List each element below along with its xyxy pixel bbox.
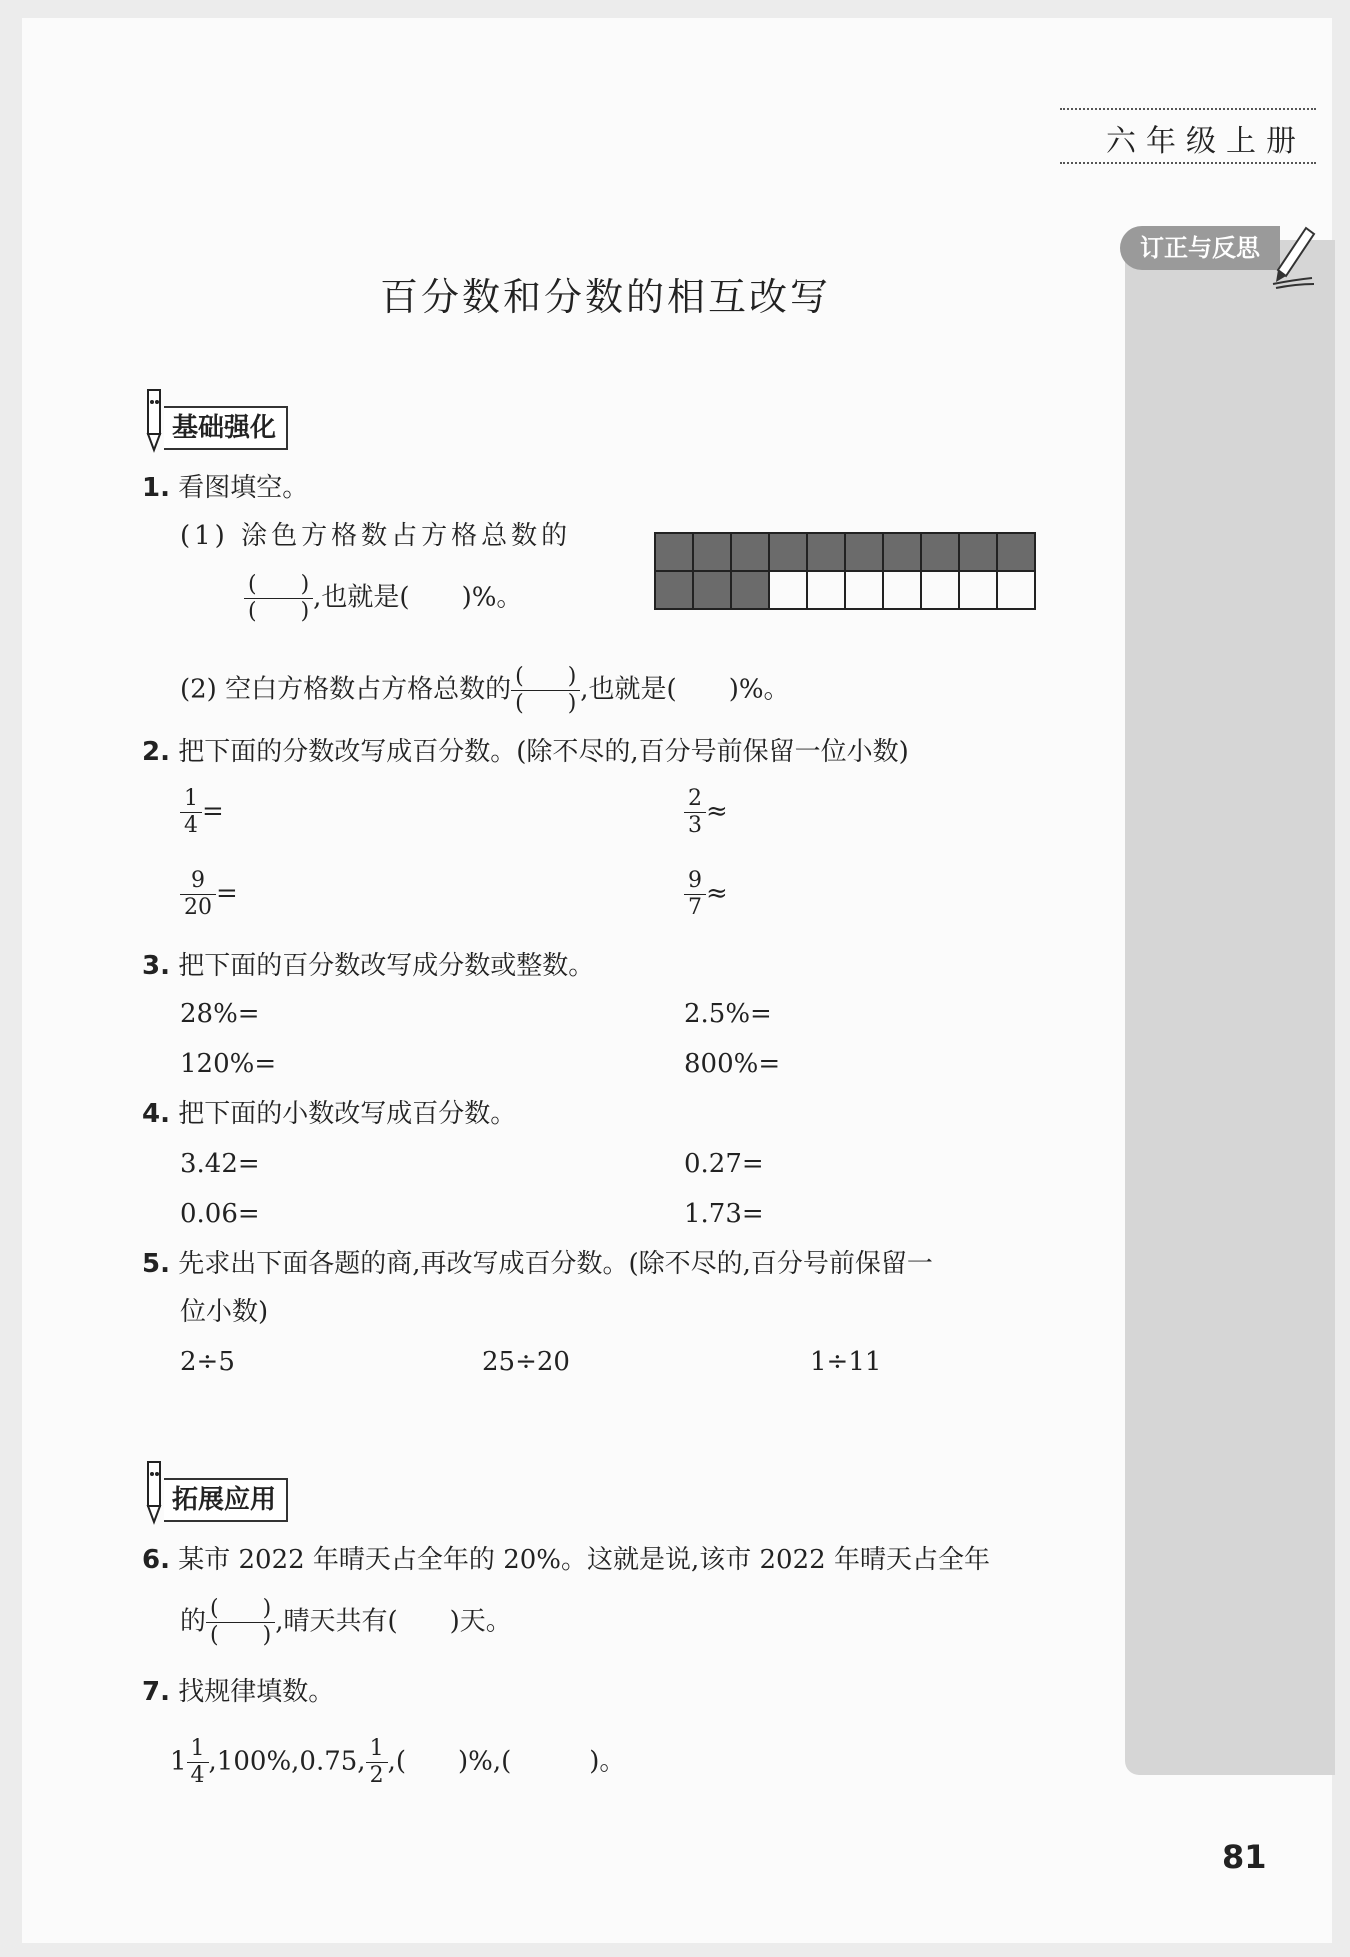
q1	[142, 472, 308, 504]
q6	[142, 1544, 990, 1576]
q1-part2-fraction[interactable]	[511, 664, 580, 717]
q4-number: 4.	[142, 1099, 170, 1129]
grid-cell-shaded	[655, 571, 693, 609]
fraction-denominator: ( )	[515, 691, 577, 716]
q6-fraction[interactable]	[206, 1596, 275, 1649]
q5-item-2: 25÷20	[482, 1347, 570, 1377]
q5-item-1: 2÷5	[180, 1347, 235, 1377]
q2-item-3	[180, 868, 238, 921]
q2-item-2	[684, 786, 728, 839]
q2-number: 2.	[142, 737, 170, 767]
q5-text-cont: 位小数)	[180, 1297, 269, 1327]
grid-cell-shaded	[693, 571, 731, 609]
q4-text: 把下面的小数改写成百分数。	[178, 1099, 517, 1129]
grade-label: 六年级上册	[1106, 124, 1306, 159]
page-number: 81	[1222, 1838, 1267, 1876]
fraction-denominator: 4	[184, 813, 198, 838]
grid-cell-shaded	[997, 533, 1035, 571]
grid-cell-shaded	[845, 533, 883, 571]
sidebar-tab-label: 订正与反思	[1140, 234, 1260, 262]
approx-sign: ≈	[706, 878, 728, 909]
grid-cell-shaded	[807, 533, 845, 571]
section-basic: 基础强化	[164, 406, 288, 450]
grid-cell-shaded	[769, 533, 807, 571]
q1-part2-percent: ,也就是( )%。	[580, 674, 790, 705]
fraction-denominator: 3	[688, 813, 702, 838]
q6-number: 6.	[142, 1545, 170, 1575]
grid-cell-blank	[997, 571, 1035, 609]
q2-item-4	[684, 868, 728, 921]
q2-item-1	[180, 786, 224, 839]
fraction-numerator: 1	[366, 1736, 388, 1763]
grid-cell-blank	[807, 571, 845, 609]
fraction-numerator: 9	[180, 868, 216, 895]
grid-cell-shaded	[959, 533, 997, 571]
equals-sign: =	[216, 878, 238, 909]
fraction-numerator: 2	[684, 786, 706, 813]
q7	[142, 1676, 334, 1708]
q5	[142, 1248, 933, 1280]
q7-sequence	[170, 1736, 625, 1789]
grid-cell-shaded	[921, 533, 959, 571]
fraction-numerator: ( )	[206, 1596, 275, 1623]
q1-part1-answer	[244, 572, 522, 625]
fraction-numerator: ( )	[244, 572, 313, 599]
fraction-denominator: 4	[190, 1763, 205, 1788]
fraction-denominator: ( )	[210, 1623, 272, 1648]
section-extend: 拓展应用	[164, 1478, 288, 1522]
q7-blanks: ,( )%,( )。	[387, 1746, 626, 1777]
q5-text: 先求出下面各题的商,再改写成百分数。(除不尽的,百分号前保留一	[178, 1249, 933, 1279]
q7-number: 7.	[142, 1677, 170, 1707]
fraction-denominator: 7	[688, 895, 702, 920]
q1-part2-text: (2) 空白方格数占方格总数的	[180, 674, 512, 705]
q3	[142, 950, 594, 982]
grade-label-box	[1060, 108, 1316, 164]
pencil-icon	[1268, 220, 1318, 290]
square-grid	[654, 532, 1036, 610]
fraction-numerator: 9	[684, 868, 706, 895]
q1-number: 1.	[142, 473, 170, 503]
page-title: 百分数和分数的相互改写	[380, 275, 832, 319]
q3-text: 把下面的百分数改写成分数或整数。	[178, 951, 595, 981]
q2	[142, 736, 909, 768]
q5-item-3: 1÷11	[810, 1347, 882, 1377]
approx-sign: ≈	[706, 796, 728, 827]
q1-part1-fraction[interactable]	[244, 572, 313, 625]
grid-cell-blank	[883, 571, 921, 609]
q6-text: 某市 2022 年晴天占全年的 20%。这就是说,该市 2022 年晴天占全年	[178, 1545, 990, 1575]
q4-item-3: 0.06=	[180, 1199, 260, 1229]
fraction-denominator: 2	[369, 1763, 384, 1788]
sidebar-tab	[1120, 226, 1280, 270]
grid-cell-shaded	[655, 533, 693, 571]
grid-cell-blank	[769, 571, 807, 609]
q6-line2	[180, 1596, 512, 1649]
mixed-whole: 1	[170, 1746, 187, 1777]
q4-item-4: 1.73=	[684, 1199, 764, 1229]
q1-text: 看图填空。	[178, 473, 309, 503]
q3-item-4: 800%=	[684, 1049, 781, 1079]
q1-part2	[180, 664, 790, 717]
fraction-denominator: 20	[184, 895, 212, 920]
q7-middle: ,100%,0.75,	[208, 1746, 366, 1777]
q6-prefix: 的	[180, 1606, 207, 1637]
q1-part1-percent: ,也就是( )%。	[313, 582, 523, 613]
grid-cell-blank	[959, 571, 997, 609]
grid-cell-blank	[921, 571, 959, 609]
q7-text: 找规律填数。	[178, 1677, 335, 1707]
correction-sidebar	[1125, 240, 1335, 1775]
q3-item-1: 28%=	[180, 999, 260, 1029]
q5-number: 5.	[142, 1249, 170, 1279]
grid-cell-shaded	[731, 571, 769, 609]
grid-cell-shaded	[883, 533, 921, 571]
fraction-numerator: ( )	[511, 664, 580, 691]
q6-suffix: ,晴天共有( )天。	[275, 1606, 512, 1637]
q4-item-2: 0.27=	[684, 1149, 764, 1179]
q4	[142, 1098, 516, 1130]
q3-item-2: 2.5%=	[684, 999, 772, 1029]
fraction-numerator: 1	[187, 1736, 209, 1763]
grid-cell-blank	[845, 571, 883, 609]
grid-cell-shaded	[693, 533, 731, 571]
q3-number: 3.	[142, 951, 170, 981]
q4-item-1: 3.42=	[180, 1149, 260, 1179]
fraction-numerator: 1	[180, 786, 202, 813]
q1-part1: (1) 涂色方格数占方格总数的	[180, 521, 572, 551]
pencil-mascot-icon	[144, 384, 164, 454]
pencil-mascot-icon	[144, 1456, 164, 1526]
q3-item-3: 120%=	[180, 1049, 277, 1079]
grid-cell-shaded	[731, 533, 769, 571]
q2-text: 把下面的分数改写成百分数。(除不尽的,百分号前保留一位小数)	[178, 737, 909, 767]
equals-sign: =	[202, 796, 224, 827]
fraction-denominator: ( )	[248, 599, 310, 624]
